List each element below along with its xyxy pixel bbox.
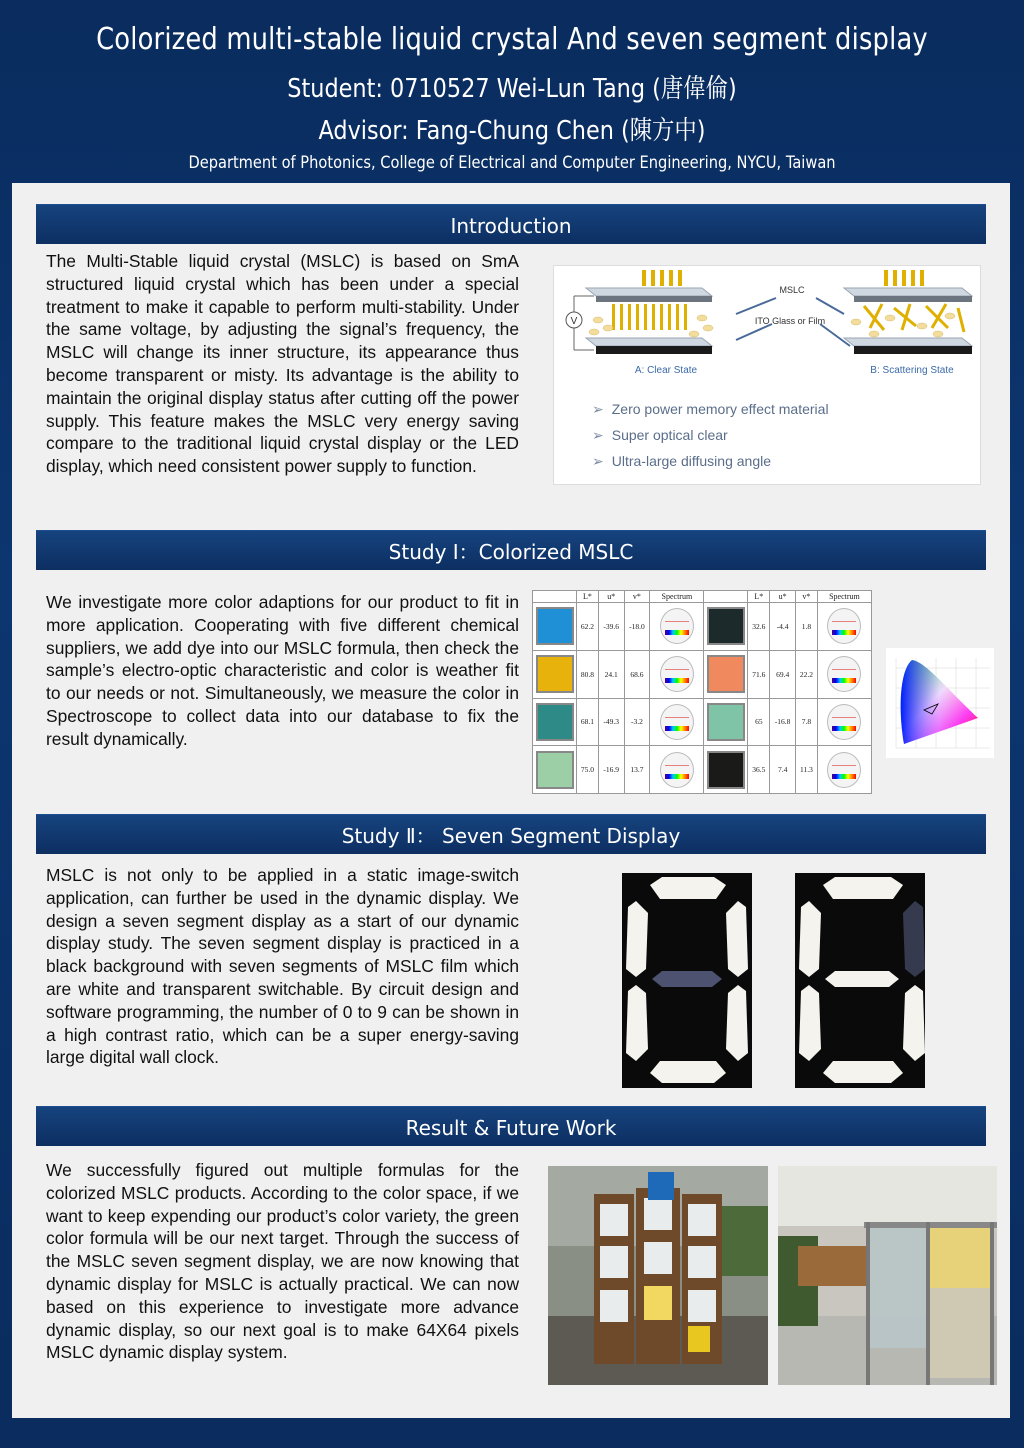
arrow-icon: ➢ — [592, 453, 604, 469]
table-row: 75.0 -16.9 13.7 36.5 7.4 11.3 — [533, 746, 872, 794]
arrow-icon: ➢ — [592, 401, 604, 417]
feature-item: ➢ Ultra-large diffusing angle — [592, 453, 772, 469]
clear-state-caption: A: Clear State — [634, 365, 698, 376]
col-header: u* — [770, 591, 796, 603]
spectrum-plot — [827, 704, 861, 740]
table-row: 62.2 -39.6 -18.0 32.6 -4.4 1.8 — [533, 603, 872, 651]
introduction-text: The Multi-Stable liquid crystal (MSLC) is based on SmA structured liquid crystal which has been under a special treatment to make it capable to perform multi-stability. Under the same voltage, by adjusting the signal’s frequency, the MSLC will change its inner structure, its appearance thus become transparent or misty. Its advantage is the ability to maintain the original display status after cutting off the power supply. This feature makes the MSLC very energy saving compare to the traditional liquid crystal display or the LED display, which need consistent power supply to function. — [46, 251, 519, 477]
spectrum-plot — [660, 656, 694, 692]
clear-state-cell — [566, 270, 713, 354]
cie-color-space-diagram — [886, 648, 994, 758]
col-header: Spectrum — [650, 591, 704, 603]
col-header: u* — [598, 591, 624, 603]
scattering-state-cell — [844, 270, 972, 354]
department-line: Department of Photonics, College of Electrical and Computer Engineering, NYCU, Taiwan — [188, 153, 836, 173]
col-header: L* — [577, 591, 599, 603]
col-header: L* — [748, 591, 770, 603]
color-sample — [707, 655, 745, 693]
study1-text: We investigate more color adaptions for our product to fit in more application. Cooperating with five different chemical suppliers, we add dye into our MSLC formula, then check the sample’s electro-optic characteristic and color is weather fit to our needs or not. Simultaneously, we measure the color in Spectroscope to collect data into our database to fix the result dynamically. — [46, 592, 519, 749]
color-sample — [707, 703, 745, 741]
spectrum-plot — [827, 752, 861, 788]
student-line: Student: 0710527 Wei-Lun Tang (唐偉倫) — [287, 74, 737, 104]
mslc-structure-figure — [553, 265, 981, 485]
feature-item: ➢ Zero power memory effect material — [592, 401, 829, 417]
col-header: v* — [795, 591, 817, 603]
color-sample — [536, 655, 574, 693]
feature-list — [592, 396, 829, 474]
feature-item: ➢ Super optical clear — [592, 427, 728, 443]
result-heading: Result & Future Work — [36, 1106, 986, 1146]
office-partition-photo — [778, 1166, 997, 1385]
color-sample — [707, 751, 745, 789]
seven-segment-photo-4 — [622, 873, 752, 1088]
result-text: We successfully figured out multiple formulas for the colorized MSLC products. According to the color space, if we want to keep expending our product’s color variety, the green color formula will be our next target. Through the success of the MSLC seven segment display, we are now knowing that dynamic display for MSLC is actually practical. We can now based on this experience to investigate more advance dynamic display, so our next goal is to make 64X64 pixels MSLC dynamic display system. — [46, 1160, 519, 1363]
scattering-state-caption: B: Scattering State — [870, 365, 954, 376]
ito-label: ITO Glass or Film — [754, 316, 826, 326]
study1-heading: Study Ⅰ：Colorized MSLC — [36, 530, 986, 570]
introduction-heading: Introduction — [36, 204, 986, 244]
table-row: 68.1 -49.3 -3.2 65 -16.8 7.8 — [533, 698, 872, 746]
spectrum-plot — [660, 704, 694, 740]
poster-header — [0, 0, 1024, 182]
color-sample — [536, 751, 574, 789]
color-measurement-table — [532, 590, 872, 794]
spectrum-plot — [827, 656, 861, 692]
spectrum-plot — [660, 752, 694, 788]
color-sample — [536, 607, 574, 645]
table-row: 80.8 24.1 68.6 71.6 69.4 22.2 — [533, 650, 872, 698]
col-header: Spectrum — [817, 591, 871, 603]
spectrum-plot — [827, 608, 861, 644]
study2-heading: Study Ⅱ： Seven Segment Display — [36, 814, 986, 854]
spectrum-plot — [660, 608, 694, 644]
seven-segment-photo-6 — [795, 873, 925, 1088]
mslc-label: MSLC — [779, 285, 805, 295]
study2-text: MSLC is not only to be applied in a static image-switch application, can further be used in the dynamic display. We design a seven segment display as a start of our dynamic display study. The seven segment display is practiced in a black background with seven segments of MSLC film which are white and transparent switchable. By circuit design and software programming, the number of 0 to 9 can be shown in a high contrast ratio, which can be a super energy-saving large digital wall clock. — [46, 865, 519, 1068]
advisor-line: Advisor: Fang-Chung Chen (陳方中) — [318, 116, 706, 146]
color-sample — [536, 703, 574, 741]
arrow-icon: ➢ — [592, 427, 604, 443]
poster-title: Colorized multi-stable liquid crystal And seven segment display — [96, 22, 928, 57]
voltage-label: V — [570, 316, 578, 327]
color-sample — [707, 607, 745, 645]
col-header: v* — [624, 591, 650, 603]
folding-screen-photo — [548, 1166, 768, 1385]
